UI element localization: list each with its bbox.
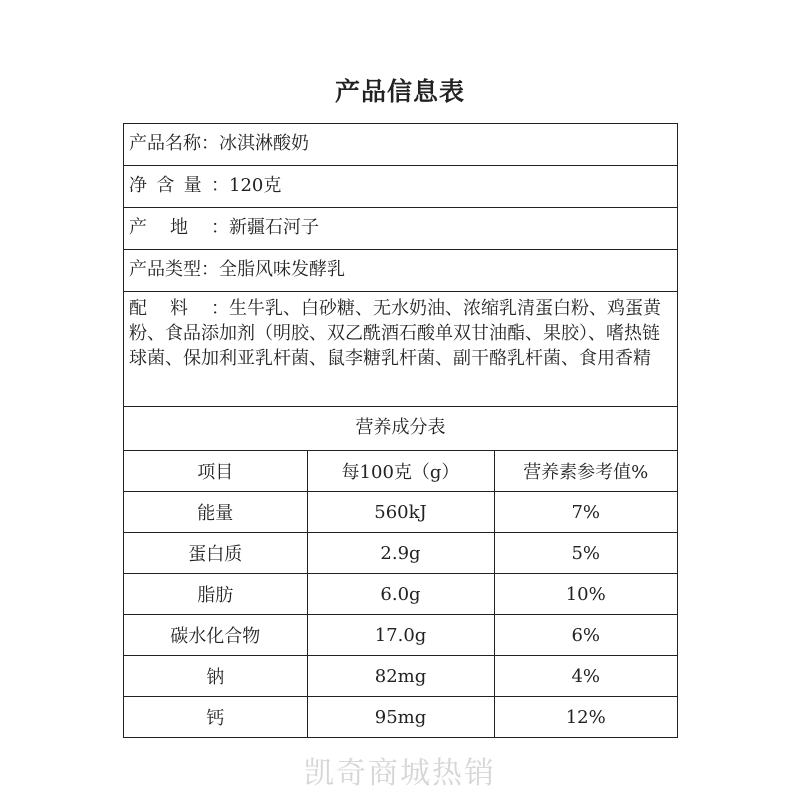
product-type-value: 全脂风味发酵乳 xyxy=(219,259,345,280)
origin-value: 新疆石河子 xyxy=(229,217,319,238)
ingredients-label: 配 料 ： xyxy=(129,298,229,319)
nutrient-name: 脂肪 xyxy=(124,574,307,615)
ingredients-value: 生牛乳、白砂糖、无水奶油、浓缩乳清蛋白粉、鸡蛋黄粉、食品添加剂（明胶、双乙酰酒石酸单双甘油酯、果胶）、嗜热链球菌、保加利亚乳杆菌、鼠李糖乳杆菌、副干酪乳杆菌、食用香精 xyxy=(129,298,661,369)
table-row xyxy=(124,492,677,533)
header-per-100g: 每100克（g） xyxy=(307,451,494,492)
nutrient-nrv: 10% xyxy=(494,574,677,615)
nutrient-name: 钙 xyxy=(124,697,307,738)
header-nrv: 营养素参考值% xyxy=(494,451,677,492)
nutrient-amount: 17.0g xyxy=(307,615,494,656)
nutrient-amount: 560kJ xyxy=(307,492,494,533)
nutrient-amount: 6.0g xyxy=(307,574,494,615)
origin-label: 产 地 ： xyxy=(129,217,229,238)
nutrient-name: 钠 xyxy=(124,656,307,697)
nutrient-name: 能量 xyxy=(124,492,307,533)
header-item: 项目 xyxy=(124,451,307,492)
table-row xyxy=(124,697,677,738)
nutrient-nrv: 4% xyxy=(494,656,677,697)
nutrient-name: 碳水化合物 xyxy=(124,615,307,656)
nutrition-title: 营养成分表 xyxy=(124,407,677,451)
nutrient-nrv: 6% xyxy=(494,615,677,656)
nutrition-header-row xyxy=(124,451,677,492)
origin-row xyxy=(124,208,677,250)
net-content-value: 120克 xyxy=(229,175,282,196)
nutrient-nrv: 5% xyxy=(494,533,677,574)
page-title: 产品信息表 xyxy=(334,77,465,106)
product-info-table xyxy=(123,123,678,738)
table-row xyxy=(124,656,677,697)
net-content-label: 净 含 量 ： xyxy=(129,175,229,196)
product-type-label: 产品类型： xyxy=(129,259,219,280)
nutrient-amount: 2.9g xyxy=(307,533,494,574)
nutrient-amount: 95mg xyxy=(307,697,494,738)
nutrient-amount: 82mg xyxy=(307,656,494,697)
watermark: 凯奇商城热销 xyxy=(304,756,496,791)
product-type-row xyxy=(124,250,677,292)
nutrient-name: 蛋白质 xyxy=(124,533,307,574)
table-row xyxy=(124,615,677,656)
nutrient-nrv: 12% xyxy=(565,706,606,728)
nutrition-table xyxy=(124,451,677,737)
product-name-label: 产品名称： xyxy=(129,133,219,154)
table-row xyxy=(124,574,677,615)
product-name-row xyxy=(124,124,677,166)
product-name-value: 冰淇淋酸奶 xyxy=(219,133,309,154)
ingredients-row xyxy=(124,292,677,407)
table-row xyxy=(124,533,677,574)
net-content-row xyxy=(124,166,677,208)
nutrient-nrv: 7% xyxy=(494,492,677,533)
